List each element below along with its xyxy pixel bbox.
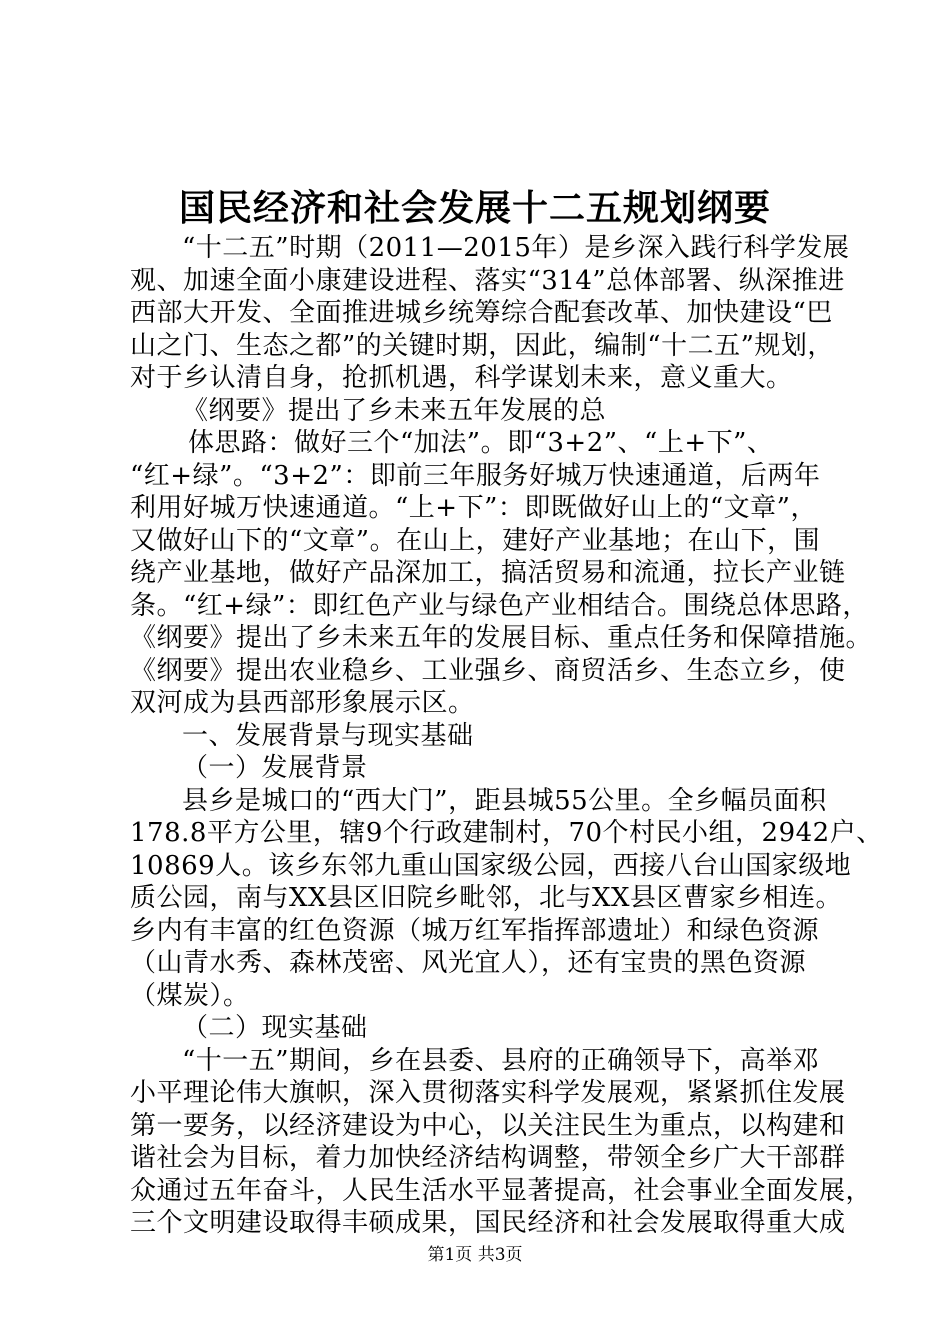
paragraph-line: 谐社会为目标，着力加快经济结构调整，带领全乡广大干部群	[130, 1143, 846, 1173]
paragraph-line: 又做好山下的“文章”。在山上，建好产业基地；在山下，围	[130, 525, 821, 556]
section-heading: 一、发展背景与现实基础	[182, 720, 474, 751]
document-title: 国民经济和社会发展十二五规划纲要	[178, 187, 771, 229]
paragraph-line: 《纲要》提出了乡未来五年的发展目标、重点任务和保障措施。	[130, 623, 873, 653]
subsection-heading: （一）发展背景	[182, 753, 368, 783]
paragraph-line: 乡内有丰富的红色资源（城万红军指挥部遗址）和绿色资源	[130, 915, 820, 946]
paragraph-line: 绕产业基地，做好产品深加工，搞活贸易和流通，拉长产业链	[130, 558, 846, 588]
paragraph-line: 西部大开发、全面推进城乡统筹综合配套改革、加快建设“巴	[130, 298, 833, 328]
page-footer: 第1页 共3页	[427, 1245, 523, 1265]
paragraph-line: 众通过五年奋斗，人民生活水平显著提高，社会事业全面发展，	[130, 1175, 873, 1206]
paragraph-line: “十一五”期间，乡在县委、县府的正确领导下，高举邓	[182, 1045, 820, 1076]
paragraph-line: 10869人。该乡东邻九重山国家级公园，西接八台山国家级地	[130, 850, 852, 881]
paragraph-line: 县乡是城口的“西大门”，距县城55公里。全乡幅员面积	[182, 785, 827, 816]
paragraph-line: 《纲要》提出农业稳乡、工业强乡、商贸活乡、生态立乡，使	[130, 655, 846, 686]
paragraph-line: 体思路：做好三个“加法”。即“3+2”、“上+下”、	[188, 428, 774, 458]
paragraph-line: 三个文明建设取得丰硕成果，国民经济和社会发展取得重大成	[130, 1208, 846, 1238]
paragraph-line: 观、加速全面小康建设进程、落实“314”总体部署、纵深推进	[130, 265, 845, 296]
subsection-heading: （二）现实基础	[182, 1013, 368, 1043]
document-body	[130, 232, 883, 1240]
paragraph-line: “十二五”时期（2011—2015年）是乡深入践行科学发展	[182, 233, 850, 263]
paragraph-line: 条。“红+绿”：即红色产业与绿色产业相结合。围绕总体思路，	[130, 590, 869, 621]
paragraph-line: 质公园，南与XX县区旧院乡毗邻，北与XX县区曹家乡相连。	[130, 883, 843, 913]
paragraph-line: 对于乡认清自身，抢抓机遇，科学谋划未来，意义重大。	[130, 363, 793, 393]
paragraph-line: （山青水秀、森林茂密、风光宜人），还有宝贵的黑色资源	[130, 948, 807, 978]
paragraph-line: 山之门、生态之都”的关键时期，因此，编制“十二五”规划，	[130, 330, 834, 361]
paragraph-line: 178.8平方公里，辖9个行政建制村，70个村民小组，2942户、	[130, 818, 883, 848]
paragraph-line: 利用好城万快速通道。“上+下”：即既做好山上的“文章”，	[130, 493, 817, 523]
paragraph-line: 双河成为县西部形象展示区。	[130, 688, 475, 718]
paragraph-line: （煤炭）。	[130, 980, 250, 1011]
paragraph-line: 《纲要》提出了乡未来五年发展的总	[182, 395, 607, 426]
paragraph-line: 小平理论伟大旗帜，深入贯彻落实科学发展观，紧紧抓住发展	[130, 1078, 846, 1108]
paragraph-line: 第一要务，以经济建设为中心，以关注民生为重点，以构建和	[130, 1110, 846, 1141]
paragraph-line: “红+绿”。“3+2”：即前三年服务好城万快速通道，后两年	[130, 460, 821, 491]
